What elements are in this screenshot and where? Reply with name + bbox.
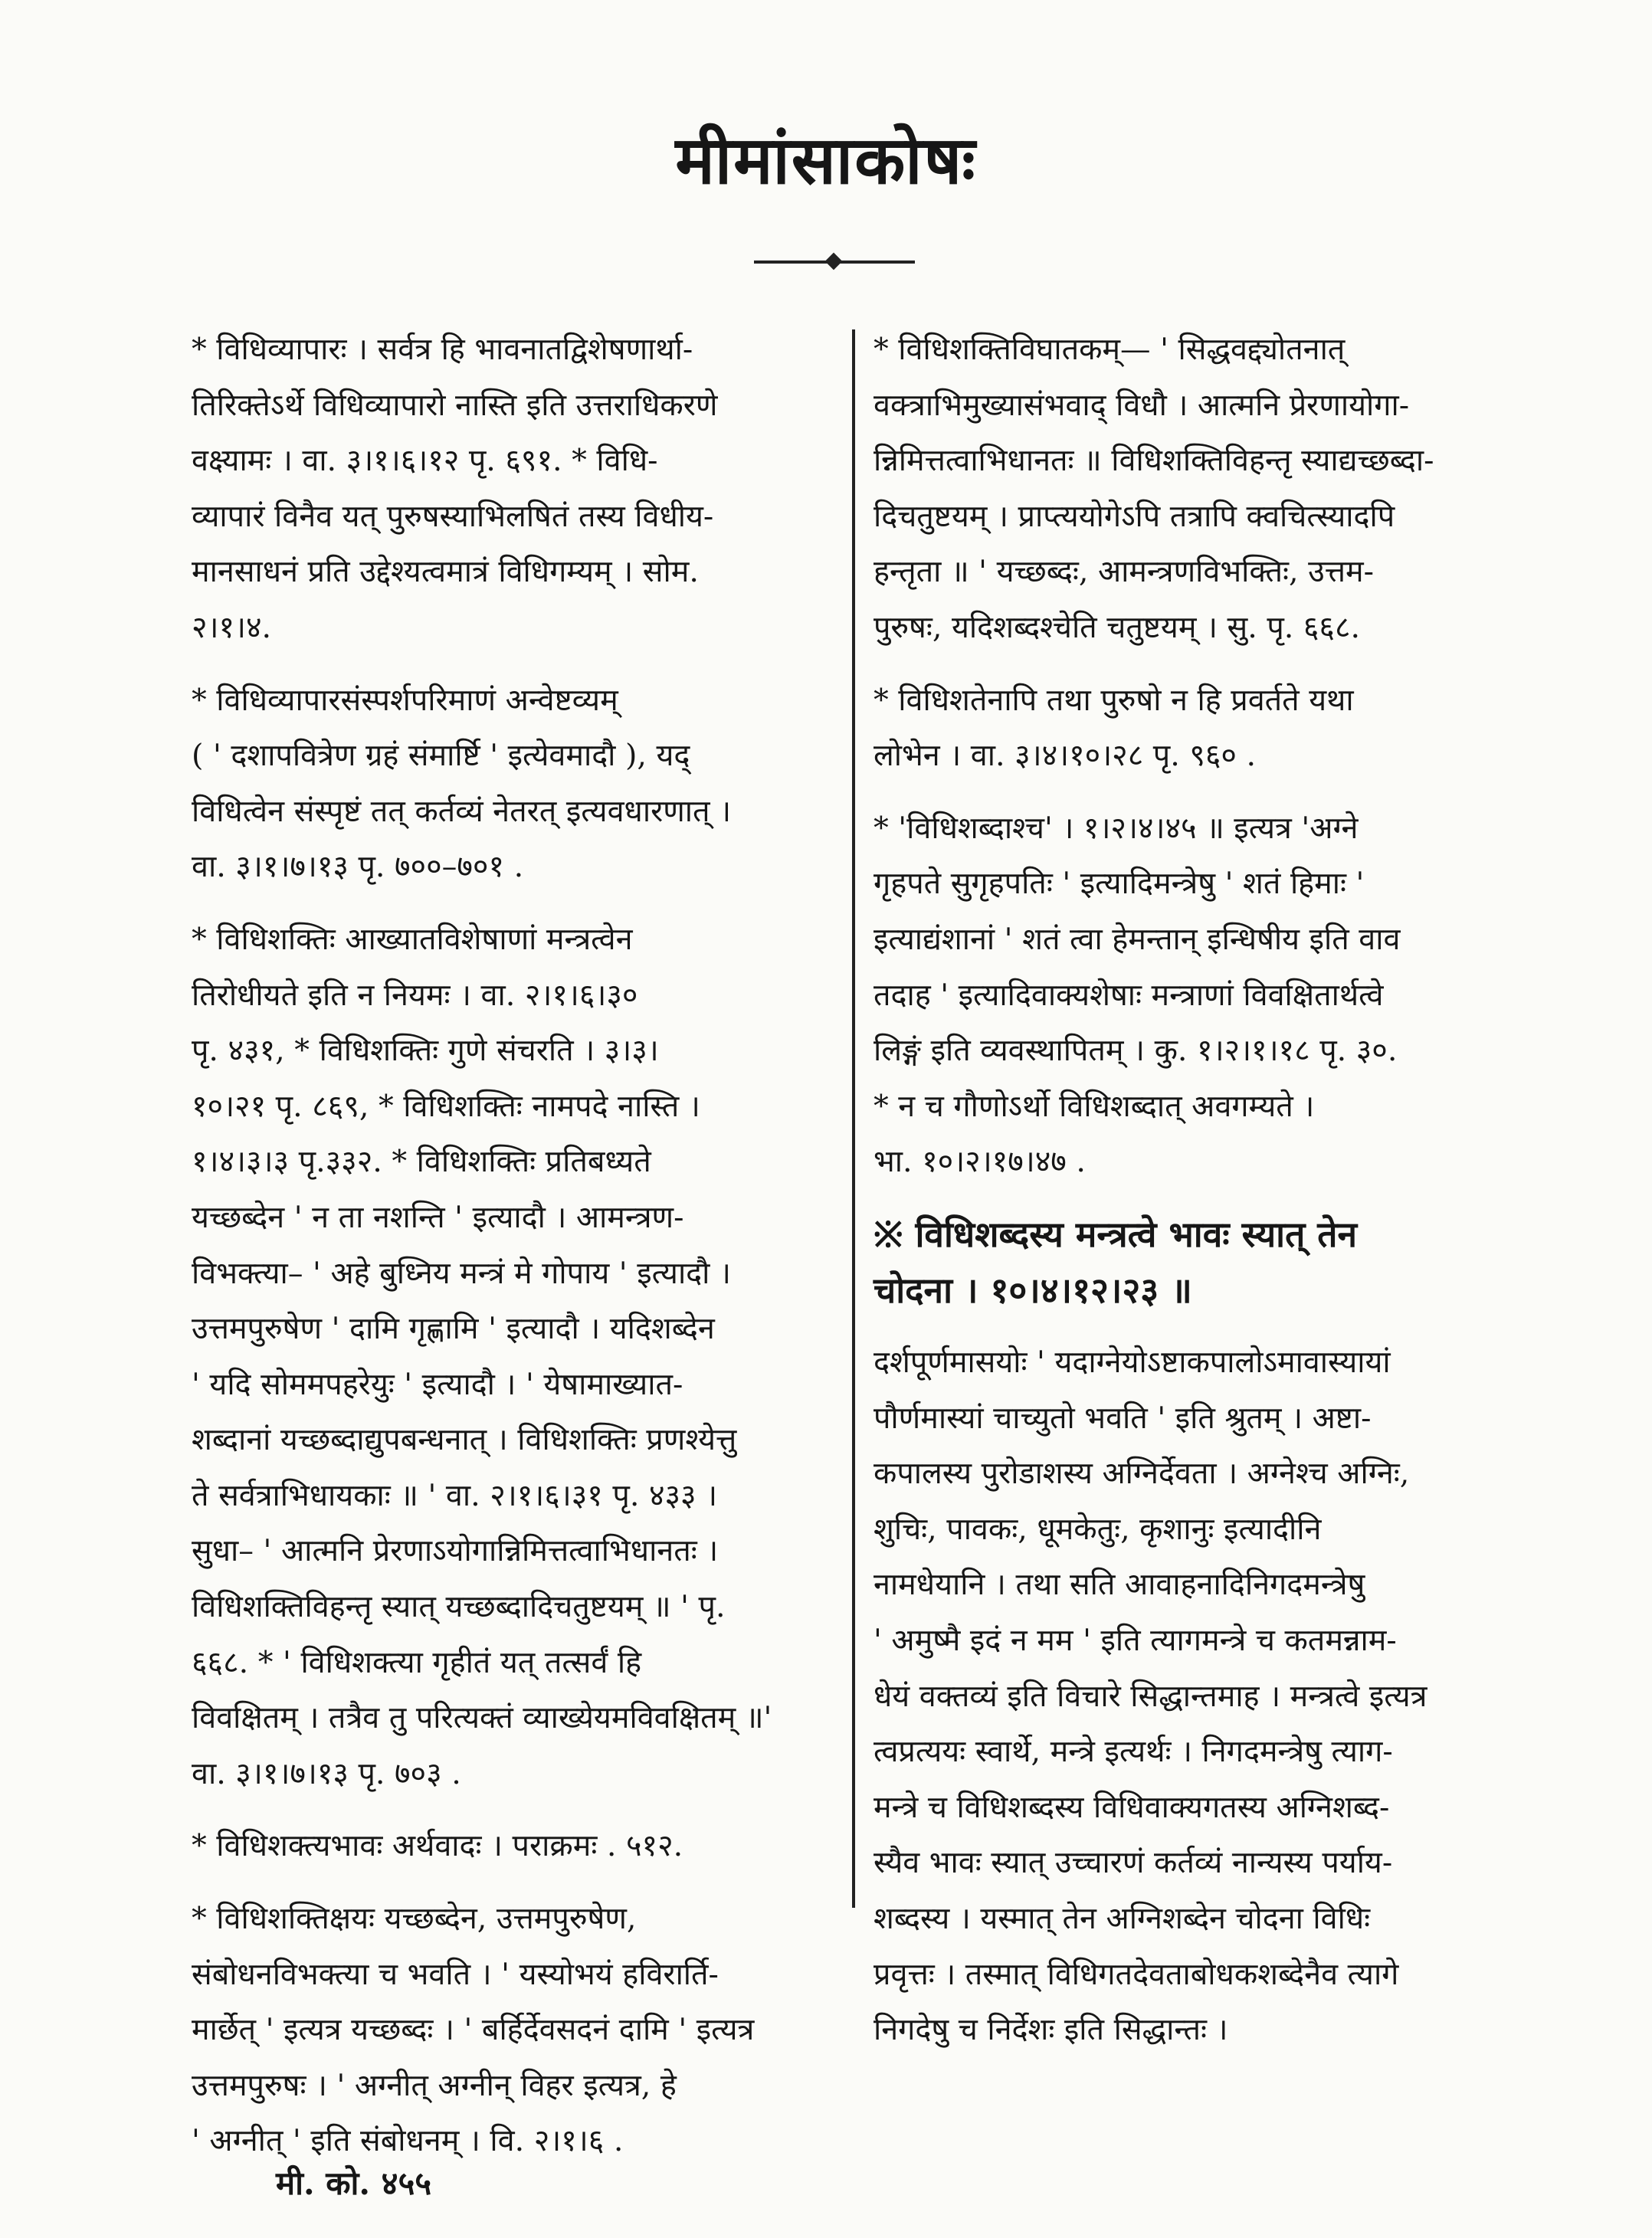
text-line: ' अग्नीत् ' इति संबोधनम् । वि. २।१।६ . — [192, 2123, 624, 2159]
text-line: पुरुषः, यदिशब्दश्चेति चतुष्टयम् । सु. पृ. ६६८. — [874, 609, 1361, 645]
dictionary-entry — [192, 912, 839, 1802]
text-line: ( ' दशापवित्रेण ग्रहं संमार्ष्टि ' इत्येवमादौ ), यद् — [192, 738, 690, 774]
text-line: वक्ष्यामः । वा. ३।१।६।१२ पृ. ६९१. * विधि- — [192, 443, 658, 479]
text-line: विभक्त्या– ' अहे बुध्निय मन्त्रं मे गोपाय ' इत्यादौ । — [192, 1255, 731, 1291]
page-footer: मी. को. ४५५ — [276, 2164, 432, 2202]
text-line: * विधिव्यापारसंस्पर्शपरिमाणं अन्वेष्टव्यम् — [192, 682, 618, 718]
text-line: * 'विधिशब्दाश्च' । १।२।४।४५ ॥ इत्यत्र 'अग्ने — [874, 810, 1359, 846]
text-line: ते सर्वत्राभिधायकाः ॥ ' वा. २।१।६।३१ पृ. ४३३ । — [192, 1477, 718, 1513]
right-entries — [874, 322, 1521, 1190]
text-line: शब्दानां यच्छब्दाद्युपबन्धनात् । विधिशक्तिः प्रणश्येत्तु — [192, 1422, 737, 1458]
text-line: * विधिशक्त्यभावः अर्थवादः । पराक्रमः . ५१२. — [192, 1828, 683, 1864]
text-line: ' यदि सोममपहरेयुः ' इत्यादौ । ' येषामाख्यात- — [192, 1366, 683, 1402]
text-line: मन्त्रे च विधिशब्दस्य विधिवाक्यगतस्य अग्निशब्द- — [874, 1789, 1390, 1825]
text-line: स्यैव भावः स्यात् उच्चारणं कर्तव्यं नान्यस्य पर्याय- — [874, 1845, 1393, 1881]
text-line: नामधेयानि । तथा सति आवाहनादिनिगदमन्त्रेषु — [874, 1567, 1365, 1603]
text-line: ६६८. * ' विधिशक्त्या गृहीतं यत् तत्सर्वं हि — [192, 1644, 642, 1680]
column-divider — [852, 329, 855, 1908]
text-line: त्वप्रत्ययः स्वार्थे, मन्त्रे इत्यर्थः । निगदमन्त्रेषु त्याग- — [874, 1734, 1393, 1770]
section-heading-line: चोदना । १०।४।१२।२३ ॥ — [874, 1269, 1192, 1311]
text-line: पृ. ४३१, * विधिशक्तिः गुणे संचरति । ३।३। — [192, 1033, 659, 1069]
dictionary-entry — [874, 801, 1521, 1190]
dictionary-entry — [192, 1818, 839, 1874]
page-title: मीमांसाकोषः — [675, 122, 977, 199]
text-line: न्निमित्तत्वाभिधानतः ॥ विधिशक्तिविहन्तृ स्याद्यच्छब्दा- — [874, 443, 1434, 479]
text-line: * विधिशक्तिक्षयः यच्छब्देन, उत्तमपुरुषेण, — [192, 1901, 637, 1937]
text-line: उत्तमपुरुषेण ' दामि गृह्णामि ' इत्यादौ । यदिशब्देन — [192, 1311, 715, 1347]
dictionary-entry — [192, 322, 839, 656]
text-line: लिङ्गं इति व्यवस्थापितम् । कु. १।२।१।१८ पृ. ३०. — [874, 1033, 1398, 1069]
text-line: * न च गौणोऽर्थो विधिशब्दात् अवगम्यते । — [874, 1088, 1315, 1124]
text-line: प्रवृत्तः । तस्मात् विधिगतदेवताबोधकशब्देनैव त्यागे — [874, 1956, 1399, 1992]
title-ornament — [754, 260, 915, 264]
text-line: * विधिव्यापारः । सर्वत्र हि भावनातद्विशेषणार्था- — [192, 332, 693, 367]
text-line: हन्तृता ॥ ' यच्छब्दः, आमन्त्रणविभक्तिः, उत्तम- — [874, 554, 1375, 590]
text-line: मानसाधनं प्रति उद्देश्यत्वमात्रं विधिगम्यम् । सोम. — [192, 554, 699, 590]
text-line: तिरिक्तेऽर्थे विधिव्यापारो नास्ति इति उत्तराधिकरणे — [192, 387, 718, 423]
text-line: धेयं वक्तव्यं इति विचारे सिद्धान्तमाह । मन्त्रत्वे इत्यत्र — [874, 1678, 1427, 1714]
text-line: तिरोधीयते इति न नियमः । वा. २।१।६।३० — [192, 977, 638, 1013]
text-line: * विधिशक्तिः आख्यातविशेषाणां मन्त्रत्वेन — [192, 921, 633, 957]
text-line: दिचतुष्टयम् । प्राप्त्ययोगेऽपि तत्रापि क्वचित्स्यादपि — [874, 498, 1395, 534]
right-column — [874, 322, 1521, 2058]
text-line: २।१।४. — [192, 609, 272, 645]
text-line: व्यापारं विनैव यत् पुरुषस्याभिलषितं तस्य विधीय- — [192, 498, 714, 534]
text-line: वा. ३।१।७।१३ पृ. ७०३ . — [192, 1755, 461, 1791]
dictionary-entry — [192, 673, 839, 895]
text-line: विवक्षितम् । तत्रैव तु परित्यक्तं व्याख्येयमविवक्षितम् ॥' — [192, 1700, 772, 1736]
text-line: * विधिशक्तिविघातकम्— ' सिद्धवद्द्योतनात् — [874, 332, 1346, 367]
text-line: यच्छब्देन ' न ता नशन्ति ' इत्यादौ । आमन्त्रण- — [192, 1199, 684, 1235]
section-body — [874, 1335, 1521, 2058]
text-line: गृहपते सुगृहपतिः ' इत्यादिमन्त्रेषु ' शतं हिमाः ' — [874, 866, 1365, 902]
text-line: लोभेन । वा. ३।४।१०।२८ पृ. ९६० . — [874, 738, 1257, 774]
text-line: तदाह ' इत्यादिवाक्यशेषाः मन्त्राणां विवक्षितार्थत्वे — [874, 977, 1384, 1013]
text-line: विधिशक्तिविहन्तृ स्यात् यच्छब्दादिचतुष्टयम् ॥ ' पृ. — [192, 1589, 726, 1625]
section-heading — [874, 1207, 1521, 1318]
text-line: इत्याद्यंशानां ' शतं त्वा हेमन्तान् इन्धिषीय इति वाव — [874, 921, 1401, 957]
text-line: ' अमुष्मै इदं न मम ' इति त्यागमन्त्रे च कतमन्नाम- — [874, 1623, 1397, 1659]
text-line: सुधा– ' आत्मनि प्रेरणाऽयोगान्निमित्तत्वाभिधानतः । — [192, 1533, 719, 1569]
dictionary-entry — [192, 1891, 839, 2169]
text-line: शब्दस्य । यस्मात् तेन अग्निशब्देन चोदना विधिः — [874, 1901, 1371, 1937]
text-line: निगदेषु च निर्देशः इति सिद्धान्तः । — [874, 2012, 1228, 2048]
text-line: वक्त्राभिमुख्यासंभवाद् विधौ । आत्मनि प्रेरणायोगा- — [874, 387, 1410, 423]
text-line: विधित्वेन संस्पृष्टं तत् कर्तव्यं नेतरत् इत्यवधारणात् । — [192, 793, 732, 829]
text-line: उत्तमपुरुषः । ' अग्नीत् अग्नीन् विहर इत्यत्र, हे — [192, 2067, 677, 2103]
text-line: शुचिः, पावकः, धूमकेतुः, कृशानुः इत्यादीनि — [874, 1511, 1322, 1547]
text-line: कपालस्य पुरोडाशस्य अग्निर्देवता । अग्नेश्च अग्निः, — [874, 1456, 1410, 1492]
text-line: संबोधनविभक्त्या च भवति । ' यस्योभयं हविरार्ति- — [192, 1956, 719, 1992]
text-line: दर्शपूर्णमासयोः ' यदाग्नेयोऽष्टाकपालोऽमावास्यायां — [874, 1345, 1391, 1381]
text-line: * विधिशतेनापि तथा पुरुषो न हि प्रवर्तते यथा — [874, 682, 1354, 718]
text-line: भा. १०।२।१७।४७ . — [874, 1144, 1086, 1180]
text-line: १०।२१ पृ. ८६९, * विधिशक्तिः नामपदे नास्ति । — [192, 1088, 700, 1124]
text-line: वा. ३।१।७।१३ पृ. ७००–७०१ . — [192, 849, 524, 885]
left-column — [192, 322, 839, 2186]
text-line: मार्छेत् ' इत्यत्र यच्छब्दः । ' बर्हिर्देवसदनं दामि ' इत्यत्र — [192, 2012, 755, 2048]
dictionary-entry — [874, 673, 1521, 784]
section-heading-line: ※ विधिशब्दस्य मन्त्रत्वे भावः स्यात् तेन — [874, 1213, 1358, 1255]
dictionary-entry — [874, 322, 1521, 656]
text-line: १।४।३।३ पृ.३३२. * विधिशक्तिः प्रतिबध्यते — [192, 1144, 651, 1180]
text-line: पौर्णमास्यां चाच्युतो भवति ' इति श्रुतम् । अष्टा- — [874, 1400, 1372, 1436]
